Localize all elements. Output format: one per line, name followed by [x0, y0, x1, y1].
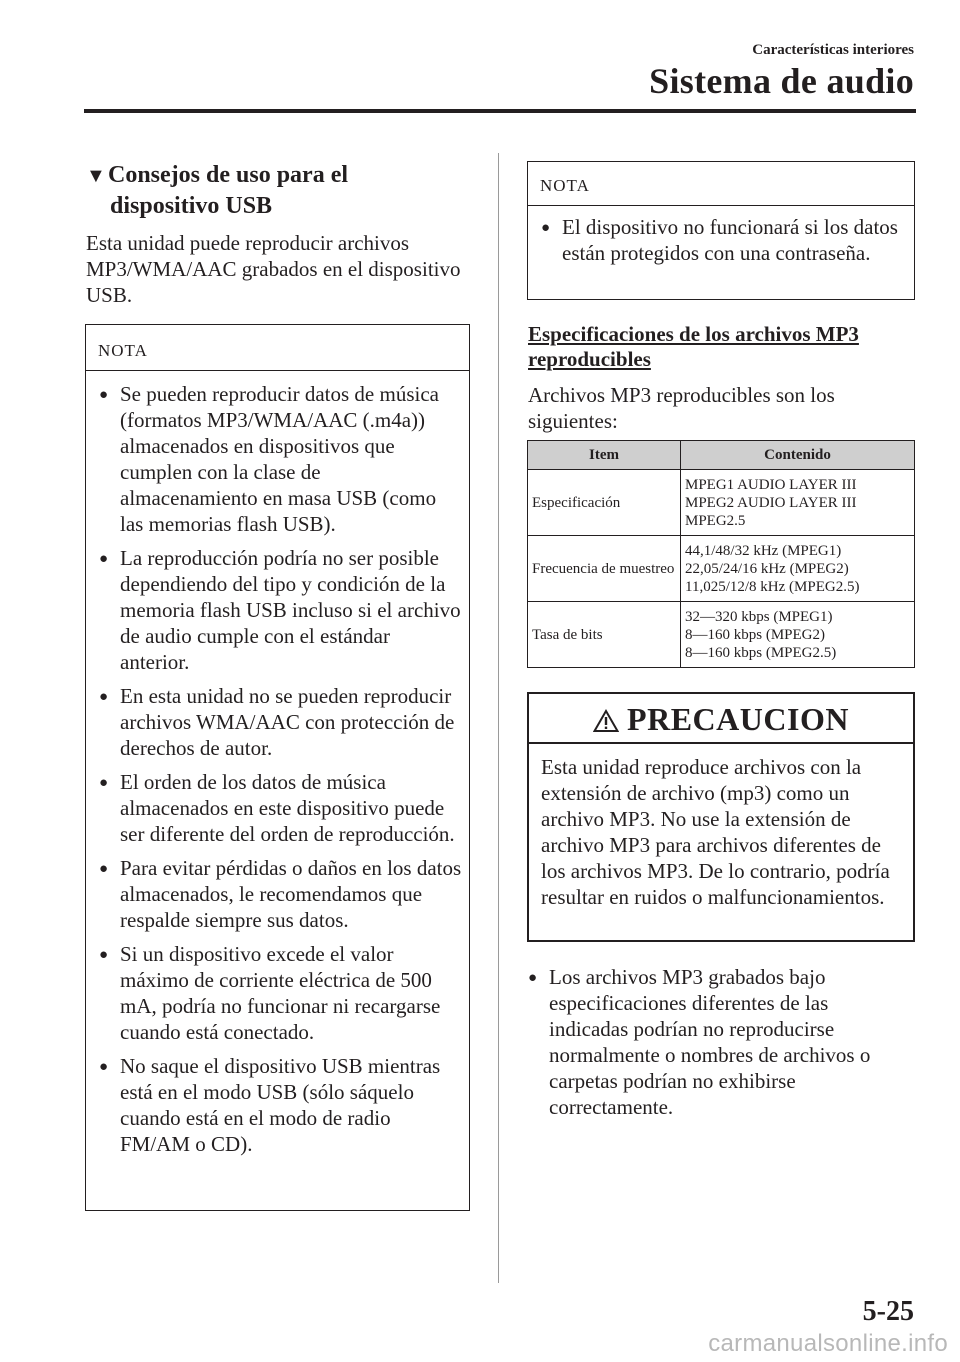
- bullet-icon: ●: [99, 1059, 109, 1075]
- bullet-icon: ●: [99, 947, 109, 963]
- section-heading: [86, 160, 486, 221]
- table-row: [528, 602, 915, 668]
- note-box-left: [85, 324, 470, 1211]
- bullet-icon: ●: [541, 220, 551, 236]
- table-row: [528, 536, 915, 602]
- chapter-subtitle: Características interiores: [752, 42, 914, 58]
- bullet-icon: ●: [99, 775, 109, 791]
- usb-intro-paragraph: Esta unidad puede reproducir archivos MP3/WMA/AAC grabados en el dispositivo USB.: [86, 231, 461, 307]
- caution-text: Esta unidad reproduce archivos con la extensión de archivo (mp3) como un archivo MP3. No use la extensión de archivo MP3 para archivos diferentes de los archivos MP3. De lo contrario, podría resultar en ruidos o malfuncionamientos.: [541, 755, 890, 909]
- mp3-bullet-list: [515, 964, 905, 1128]
- note-title: NOTA: [528, 162, 914, 206]
- bullet-icon: ●: [99, 689, 109, 705]
- note-item: ● Para evitar pérdidas o daños en los datos almacenados, le recomendamos que respalde siempre sus datos.: [99, 856, 462, 932]
- bullet-icon: ●: [99, 861, 109, 877]
- mp3-spec-subheading: Especificaciones de los archivos MP3 reproducibles: [528, 322, 859, 371]
- caution-box: [527, 692, 915, 942]
- bullet-icon: ●: [528, 970, 538, 986]
- mp3-spec-table: [527, 440, 915, 668]
- table-header-content: Contenido: [681, 441, 915, 470]
- table-cell-item: Frecuencia de muestreo: [528, 536, 681, 602]
- table-cell-content: 44,1/48/32 kHz (MPEG1) 22,05/24/16 kHz (MPEG2) 11,025/12/8 kHz (MPEG2.5): [681, 536, 915, 602]
- column-divider: [498, 153, 499, 1283]
- table-header-item: Item: [528, 441, 681, 470]
- table-cell-item: Tasa de bits: [528, 602, 681, 668]
- table-cell-item: Especificación: [528, 470, 681, 536]
- note-list-left: [86, 371, 469, 1157]
- table-cell-content: 32—320 kbps (MPEG1) 8—160 kbps (MPEG2) 8—160 kbps (MPEG2.5): [681, 602, 915, 668]
- note-list-right: [528, 206, 914, 266]
- bullet-icon: ●: [99, 551, 109, 567]
- note-item: ● El orden de los datos de música almacenados en este dispositivo puede ser diferente del orden de reproducción.: [99, 770, 455, 846]
- triangle-marker-icon: ▼: [86, 165, 106, 187]
- table-row: [528, 470, 915, 536]
- page-number: 5-25: [862, 1296, 914, 1327]
- caution-title: PRECAUCION: [627, 701, 849, 737]
- caution-header: [529, 694, 913, 744]
- section-heading-line1: Consejos de uso para el: [108, 162, 349, 188]
- bullet-icon: ●: [99, 387, 109, 403]
- note-item: ● El dispositivo no funcionará si los datos están protegidos con una contraseña.: [541, 215, 898, 265]
- warning-triangle-icon: [593, 709, 619, 733]
- note-item: ● Si un dispositivo excede el valor máximo de corriente eléctrica de 500 mA, podría no funcionar ni recargarse cuando está conectado.: [99, 942, 441, 1044]
- note-item: ● Se pueden reproducir datos de música (formatos MP3/WMA/AAC (.m4a)) almacenados en dispositivos que cumplen con la clase de almacenamiento en masa USB (como las memorias flash USB).: [99, 382, 439, 536]
- note-item: ● La reproducción podría no ser posible dependiendo del tipo y condición de la memoria flash USB incluso si el archivo de audio cumple con el estándar anterior.: [99, 546, 461, 674]
- note-title: NOTA: [86, 325, 469, 371]
- note-item: ● En esta unidad no se pueden reproducir archivos WMA/AAC con protección de derechos de autor.: [99, 684, 455, 760]
- chapter-title: Sistema de audio: [649, 61, 914, 101]
- note-box-right: [527, 161, 915, 300]
- mp3-intro-paragraph: Archivos MP3 reproducibles son los siguientes:: [528, 383, 835, 433]
- table-cell-content: MPEG1 AUDIO LAYER III MPEG2 AUDIO LAYER III MPEG2.5: [681, 470, 915, 536]
- section-heading-line2: dispositivo USB: [110, 193, 273, 219]
- watermark: carmanualsonline.info: [708, 1330, 948, 1357]
- note-item: ● No saque el dispositivo USB mientras está en el modo USB (sólo sáquelo cuando está en el modo de radio FM/AM o CD).: [99, 1054, 441, 1156]
- list-item: ● Los archivos MP3 grabados bajo especificaciones diferentes de las indicadas podrían no reproducirse normalmente o nombres de archivos o carpetas podrían no exhibirse correctamente.: [528, 965, 871, 1119]
- header-rule: [84, 109, 916, 113]
